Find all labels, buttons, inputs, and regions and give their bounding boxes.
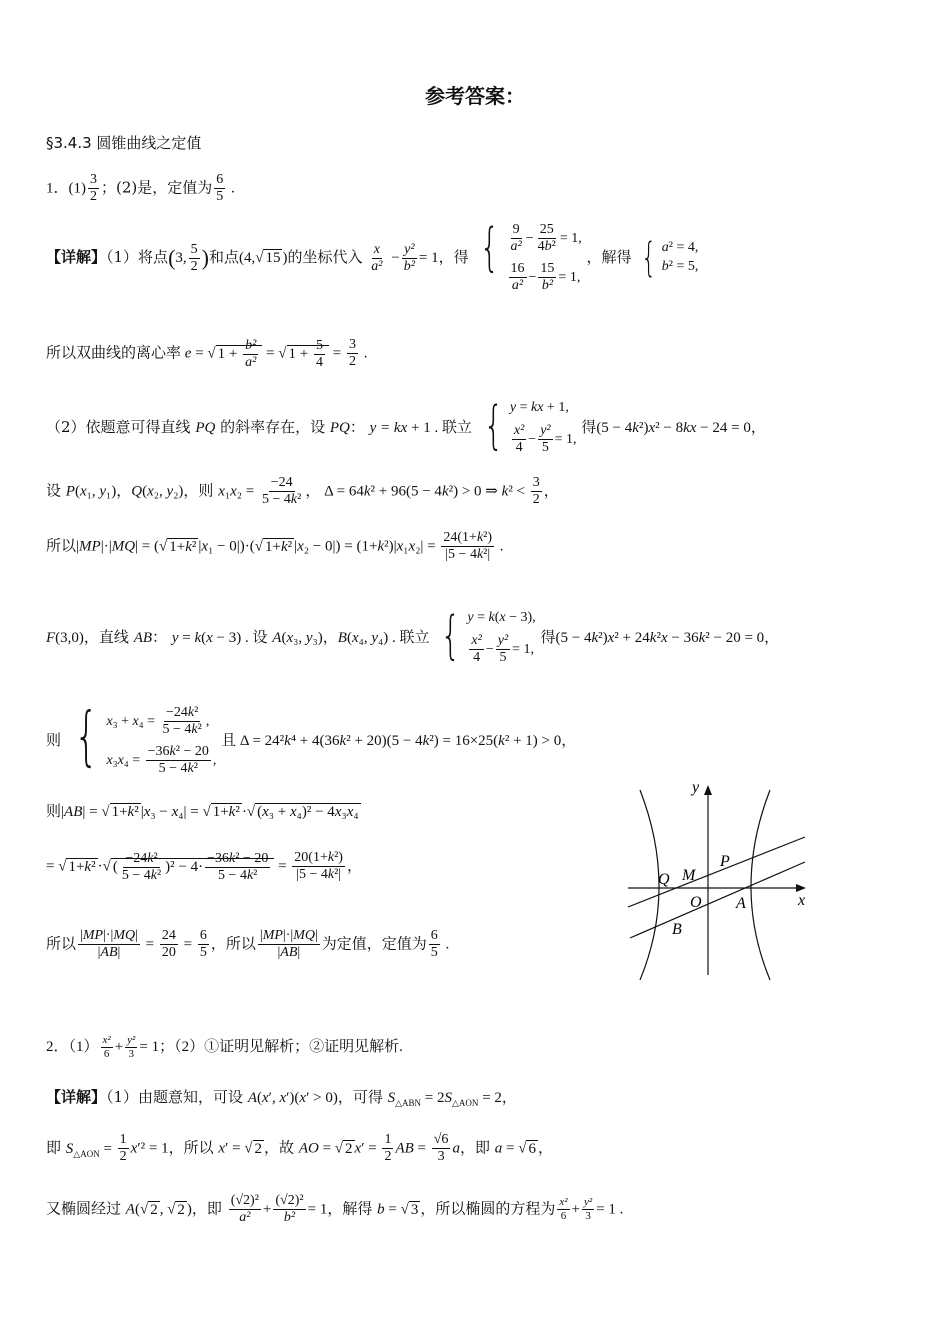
q1-vieta: 则 { x₃ + x₄ = $\frac{\text{−24k²}}{\text{5 − 4k²}}$ , x₃x₄ = $\frac{\text{−36k² − 20}}{\text{5 − 4k²}}$ , 且 Δ = 24²k⁴ + 4(36k² + 20)(5 − 4k²) = 16×25(k² + 1) > 0， (46, 700, 577, 777)
q1-mp-mq: 所以|MP|·|MQ| = (√ 1+k² |x₁ − 0|)·(√ 1+k² |x₂ − 0|) = (1+k²)|x₁x₂| = $\frac{\text{24(1+k²)}}{\text{|5 − 4k²|}}$ . (46, 530, 504, 563)
label-o: O (690, 894, 702, 911)
y-axis-arrow (704, 785, 712, 795)
q1-ab-2: = √ 1+k² ·√ ( $\frac{\text{−24k²}}{\text{5 − 4k²}}$ )² − 4· $\frac{\text{−36k² − 20}}{\text{5 − 4k²}}$ = $\frac{\text{20(1+k²)}}{\text{|5 − 4k²|}}$ ， (46, 850, 362, 883)
line-ab (630, 862, 805, 938)
q1-final: 所以 $\frac{|MP|\cdot|MQ|}{|AB|}$ = $\frac{24}{20}$ = $\frac{6}{5}$ ，所以 $\frac{|MP|\cdot|MQ|}{|AB|}$ 为定值，定值为 $\frac{6}{5}$ . (46, 928, 450, 961)
hyperbola-right-branch (751, 790, 770, 980)
q2-detail-2: 即 $S_{\triangle AON}$ = $\frac{1}{2}$ x′² = 1，所以 x′ = √ 2 ，故 AO = √ 2 x′ = $\frac{1}{2}$ AB = $\frac{√6}{3}$ a，即 a = √ 6 ， (46, 1132, 553, 1165)
q1-ab-1: 则|AB| = √ 1+k² |x₃ − x₄| = √ 1+k² ·√ (x₃ + x₄)² − 4x₃x₄ (46, 802, 359, 820)
line-pq (628, 837, 805, 907)
label-a: A (736, 895, 746, 912)
label-q: Q (658, 871, 670, 888)
label-x: x (798, 892, 806, 909)
hyperbola-left-branch (640, 790, 659, 980)
label-y: y (692, 780, 700, 796)
x-axis-arrow (796, 884, 806, 892)
q1-set-pq: 设 P(x₁, y₁)，Q(x₂, y₂)，则 x₁x₂ = $\frac{-24}{\text{5 − 4k²}}$ ， Δ = 64k² + 96(5 − 4k²) > 0 ⇒ k² < $\frac{3}{2}$ ， (46, 475, 559, 508)
q2-answer: 2．（1） $\frac{\text{x²}}{6}$ + $\frac{\text{y²}}{3}$ = 1；（2）①证明见解析；②证明见解析. (46, 1034, 403, 1060)
q1-line-ab: F(3,0)，直线 AB： y = k(x − 3) . 设 A(x₃, y₃)，B(x₄, y₄) . 联立 { y = k(x − 3), $\frac{\text{x²}}{4}$ − $\frac{\text{y²}}{5}$ = 1, 得(5 − 4k²)x² + 24k²x − 36k² − 20 = 0， (46, 606, 780, 666)
q1-part2: （2）依题意可得直线 PQ 的斜率存在，设 PQ： y = kx + 1 . 联立 { y = kx + 1, $\frac{\text{x²}}{4}$ − $\frac{\text{y²}}{5}$ = 1, 得(5 − 4k²)x² − 8kx − 24 = 0， (46, 396, 766, 456)
label-p: P (720, 853, 730, 870)
label-b: B (672, 921, 682, 938)
page-title: 参考答案： (425, 84, 525, 108)
q2-detail-1: 【详解】（1）由题意知，可设 A(x′, x′)(x′ > 0)，可得 $S_{\triangle ABN} = 2S_{\triangle AON} = 2$， (46, 1088, 517, 1108)
q2-detail-3: 又椭圆经过 A(√ 2 , √ 2 )，即 $\frac{\text{(√2)²}}{\text{a²}}$ + $\frac{\text{(√2)²}}{\text{b²}}$ = 1，解得 b = √ 3 ，所以椭圆的方程为 $\frac{\text{x²}}{6}$ + $\frac{\text{y²}}{3}$ = 1 . (46, 1193, 624, 1226)
q1-answer: 1．(1) $\frac{3}{2}$ ；(2)是，定值为 $\frac{6}{5}$ . (46, 172, 235, 205)
section-heading: §3.4.3 圆锥曲线之定值 (46, 134, 202, 152)
label-m: M (682, 867, 696, 884)
hyperbola-figure (620, 780, 820, 980)
q1-detail-1: 【详解】（1）将点(3, $\frac{5}{2}$ )和点(4,√ 15 )的坐标代入 $\frac{x}{\text{a²}}$ − $\frac{\text{y²}}{\text{b²}}$ = 1，得 { $\frac{9}{\text{a²}}$ − $\frac{25}{\text{4b²}}$ = 1, $\frac{16}{\text{a²}}$ − $\frac{15}{\text{b²}}$ = 1, ，解得 { a² = 4, b² = 5, (46, 218, 699, 294)
q1-eccentricity: 所以双曲线的离心率 e = √ 1 + $\frac{\text{b²}}{\text{a²}}$ = √ 1 + $\frac{5}{4}$ = $\frac{3}{2}$ . (46, 337, 368, 370)
